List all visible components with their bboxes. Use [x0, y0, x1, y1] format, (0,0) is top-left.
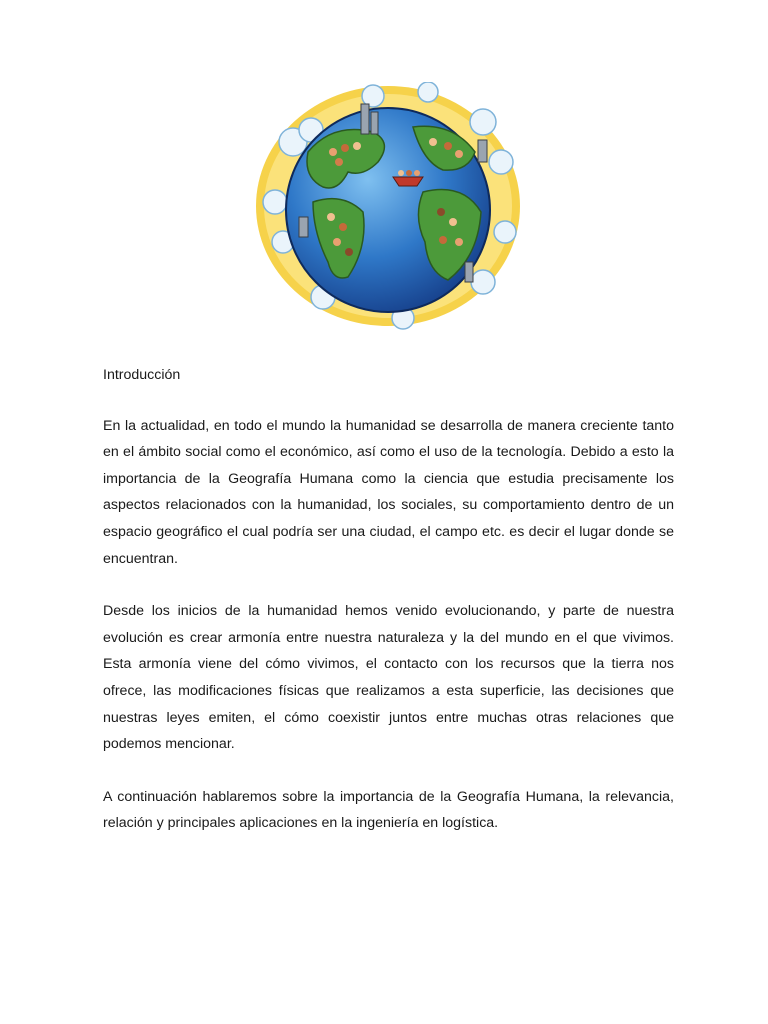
globe-illustration — [253, 82, 523, 330]
paragraph-2: Desde los inicios de la humanidad hemos venido evolucionando, y parte de nuestra evolución es crear armonía entre nuestra naturaleza y la del mundo en el que vivimos. Esta armonía viene del cómo vivimos, el contacto con los recursos que la tierra nos ofrece, las modificaciones físicas que realizamos a esta superficie, las decisiones que nuestras leyes emiten, el cómo coexistir juntos entre muchas otras relaciones que podemos mencionar. — [103, 603, 674, 753]
paragraph-3: A continuación hablaremos sobre la importancia de la Geografía Humana, la relevancia, relación y principales aplicaciones en la ingeniería en logística. — [103, 788, 674, 832]
document-body — [103, 362, 674, 863]
section-heading: Introducción — [103, 367, 181, 383]
paragraph-1: En la actualidad, en todo el mundo la humanidad se desarrolla de manera creciente tanto en el ámbito social como el económico, así como el uso de la tecnología. Debido a esto la importancia de la Geografía Humana como la ciencia que estudia precisamente los aspectos relacionados con la humanidad, los sociales, su comportamiento dentro de un espacio geográfico el cual podría ser una ciudad, el campo etc. es decir el lugar donde se encuentran. — [103, 417, 674, 567]
globe-people-icon — [253, 82, 523, 330]
